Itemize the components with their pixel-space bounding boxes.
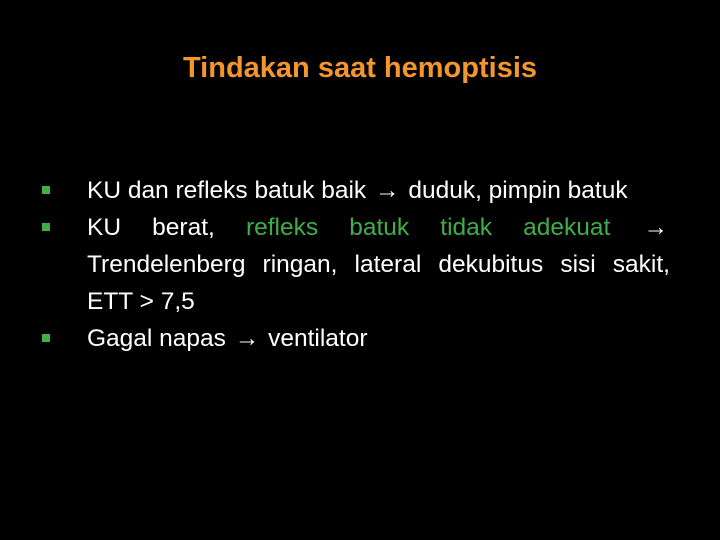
bullet-text: KU dan refleks batuk baik <box>87 177 367 204</box>
bullet-item <box>40 209 670 320</box>
bullet-item <box>40 172 670 209</box>
bullet-text: ventilator <box>268 325 368 352</box>
arrow-right-icon: → <box>375 177 400 204</box>
bullet-list <box>40 172 670 357</box>
bullet-text: duduk, pimpin batuk <box>408 177 628 204</box>
slide-title: Tindakan saat hemoptisis <box>182 52 538 84</box>
bullet-text: Gagal napas <box>87 325 226 352</box>
bullet-text: Trendelenberg ringan, lateral dekubitus sisi sakit, ETT > 7,5 <box>87 251 670 315</box>
bullet-highlight-text: refleks batuk tidak adekuat <box>245 214 611 241</box>
bullet-text: KU berat, <box>87 214 215 241</box>
bullet-item <box>40 320 670 357</box>
arrow-right-icon: → <box>643 214 669 241</box>
arrow-right-icon: → <box>234 325 260 352</box>
square-bullet-icon <box>42 334 50 342</box>
square-bullet-icon <box>42 223 50 231</box>
square-bullet-icon <box>42 186 50 194</box>
